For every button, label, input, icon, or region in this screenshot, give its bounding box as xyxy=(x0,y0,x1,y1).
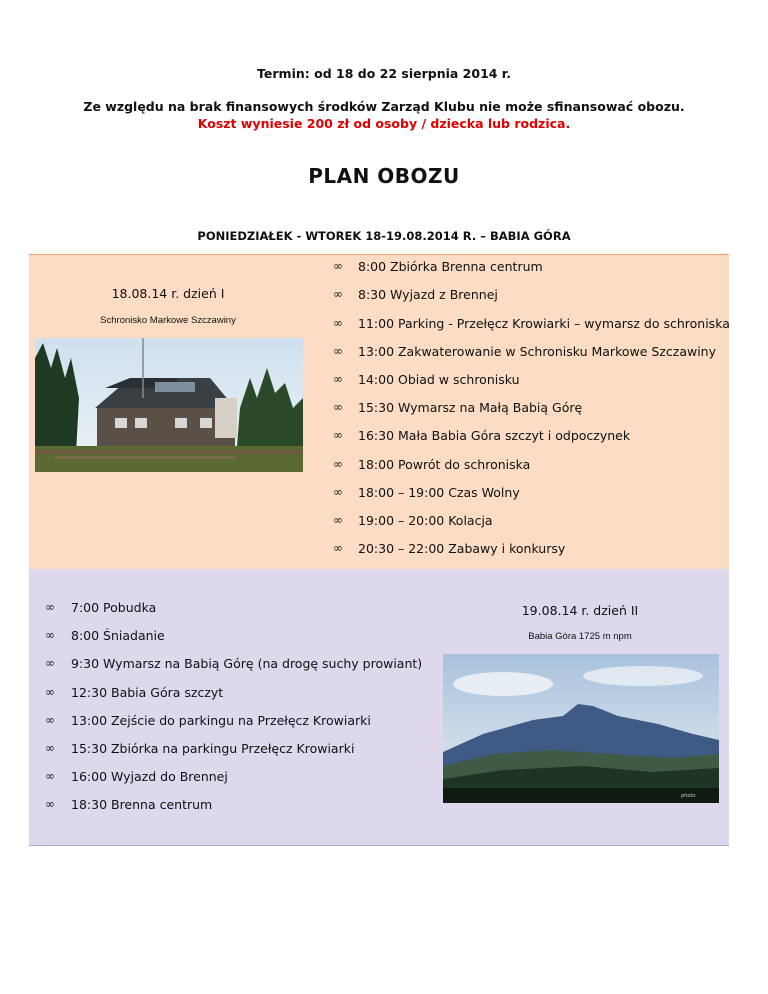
mountain-hostel-photo xyxy=(35,338,303,472)
bullet-icon: ∞ xyxy=(333,287,343,301)
day1-place: Schronisko Markowe Szczawiny xyxy=(100,315,236,326)
bullet-icon: ∞ xyxy=(333,259,343,273)
funding-note: Ze względu na brak finansowych środków Zarząd Klubu nie może sfinansować obozu. xyxy=(83,99,685,114)
page-title: PLAN OBOZU xyxy=(308,164,460,188)
bullet-icon: ∞ xyxy=(45,600,55,614)
bullet-icon: ∞ xyxy=(333,513,343,527)
bullet-icon: ∞ xyxy=(45,769,55,783)
day1-label: 18.08.14 r. dzień I xyxy=(111,286,225,301)
schedule-subtitle: PONIEDZIAŁEK - WTOREK 18-19.08.2014 R. – BABIA GÓRA xyxy=(197,229,571,243)
bullet-icon: ∞ xyxy=(45,741,55,755)
bullet-icon: ∞ xyxy=(333,316,343,330)
day2-label: 19.08.14 r. dzień II xyxy=(521,603,639,618)
bullet-icon: ∞ xyxy=(333,457,343,471)
bullet-icon: ∞ xyxy=(333,372,343,386)
bullet-icon: ∞ xyxy=(45,656,55,670)
bullet-icon: ∞ xyxy=(45,628,55,642)
cost-note: Koszt wyniesie 200 zł od osoby / dziecka lub rodzica. xyxy=(197,116,571,131)
bullet-icon: ∞ xyxy=(333,485,343,499)
bullet-icon: ∞ xyxy=(45,797,55,811)
svg-text:photo: photo xyxy=(681,793,696,799)
bullet-icon: ∞ xyxy=(333,541,343,555)
day2-place: Babia Góra 1725 m npm xyxy=(528,631,632,642)
babia-gora-mountain-photo xyxy=(443,654,719,803)
term-line: Termin: od 18 do 22 sierpnia 2014 r. xyxy=(257,66,511,81)
bullet-icon: ∞ xyxy=(333,400,343,414)
bullet-icon: ∞ xyxy=(45,713,55,727)
bullet-icon: ∞ xyxy=(45,685,55,699)
bullet-icon: ∞ xyxy=(333,344,343,358)
bullet-icon: ∞ xyxy=(333,428,343,442)
